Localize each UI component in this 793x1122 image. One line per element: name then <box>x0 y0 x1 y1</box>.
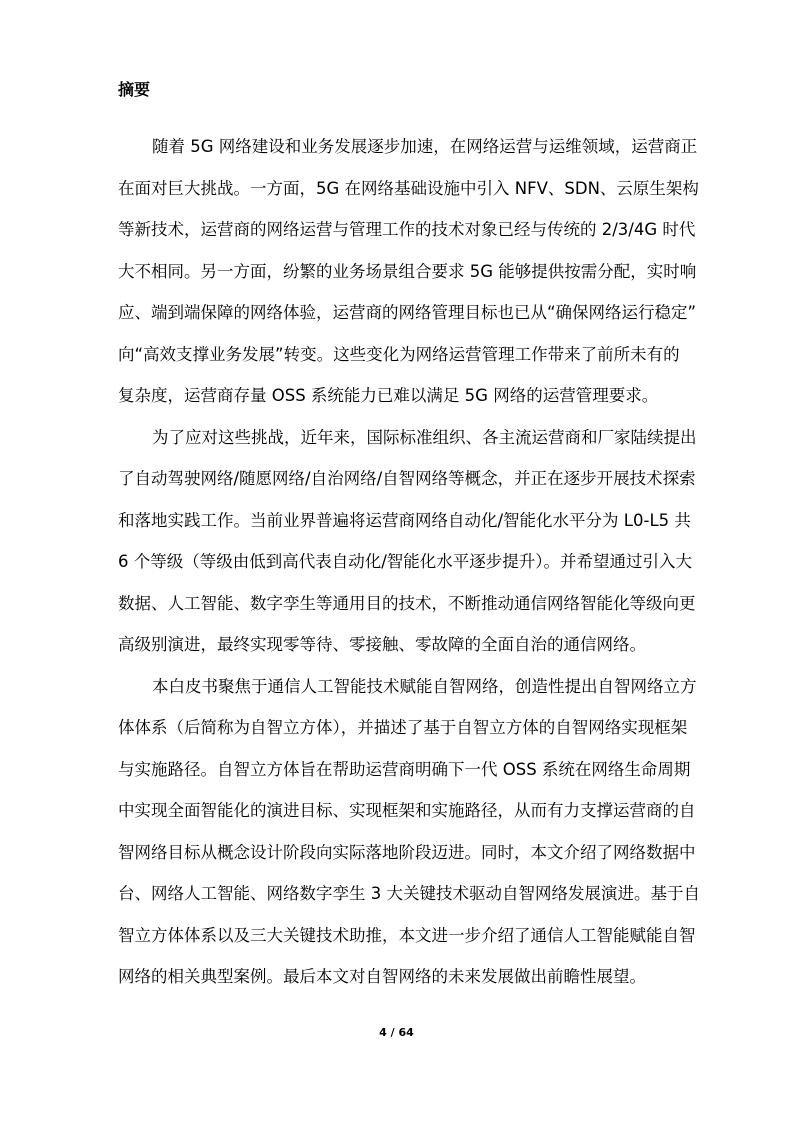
text-line: 应、端到端保障的网络体验，运营商的网络管理目标也已从“确保网络运行稳定” <box>118 303 697 322</box>
text-line: 高级别演进，最终实现零等待、零接触、零故障的全面自治的通信网络。 <box>118 635 646 654</box>
text-line: 与实施路径。自智立方体旨在帮助运营商明确下一代 OSS 系统在网络生命周期 <box>118 759 691 779</box>
page-number: 4 / 64 <box>379 1026 414 1039</box>
section-title: 摘要 <box>118 80 151 99</box>
text-line: 台、网络人工智能、网络数字孪生 3 大关键技术驱动自智网络发展演进。基于自 <box>118 884 700 903</box>
paragraph <box>118 666 700 998</box>
text-line: 等新技术，运营商的网络运营与管理工作的技术对象已经与传统的 2/3/4G 时代 <box>118 220 696 239</box>
text-line: 随着 5G 网络建设和业务发展逐步加速，在网络运营与运维领域，运营商正 <box>152 137 698 156</box>
text-line: 复杂度，运营商存量 OSS 系统能力已难以满足 5G 网络的运营管理要求。 <box>118 386 659 405</box>
text-line: 和落地实践工作。当前业界普遍将运营商网络自动化/智能化水平分为 L0-L5 共 <box>118 510 691 530</box>
text-line: 了自动驾驶网络/随愿网络/自治网络/自智网络等概念，并正在逐步开展技术探索 <box>118 469 696 488</box>
text-line: 体体系（后简称为自智立方体），并描述了基于自智立方体的自智网络实现框架 <box>118 718 688 737</box>
text-line: 6 个等级（等级由低到高代表自动化/智能化水平逐步提升）。并希望通过引入大 <box>118 552 693 571</box>
text-line: 本白皮书聚焦于通信人工智能技术赋能自智网络，创造性提出自智网络立方 <box>152 676 697 696</box>
paragraph <box>118 126 699 417</box>
abstract-body <box>118 126 700 998</box>
text-line: 数据、人工智能、数字孪生等通用目的技术，不断推动通信网络智能化等级向更 <box>118 593 696 613</box>
paragraph <box>118 417 697 666</box>
text-line: 大不相同。另一方面，纷繁的业务场景组合要求 5G 能够提供按需分配，实时响 <box>118 261 697 281</box>
text-line: 中实现全面智能化的演进目标、实现框架和实施路径，从而有力支撑运营商的自 <box>118 801 696 820</box>
text-line: 在面对巨大挑战。一方面，5G 在网络基础设施中引入 NFV、SDN、云原生架构 <box>118 178 699 198</box>
text-line: 为了应对这些挑战，近年来，国际标准组织、各主流运营商和厂家陆续提出 <box>152 427 697 447</box>
text-line: 向“高效支撑业务发展”转变。这些变化为网络运营管理工作带来了前所未有的 <box>118 344 680 364</box>
text-line: 智立方体体系以及三大关键技术助推，本文进一步介绍了通信人工智能赋能自智 <box>118 925 696 945</box>
text-line: 智网络目标从概念设计阶段向实际落地阶段迈进。同时，本文介绍了网络数据中 <box>118 842 696 862</box>
text-line: 网络的相关典型案例。最后本文对自智网络的未来发展做出前瞻性展望。 <box>118 967 646 986</box>
